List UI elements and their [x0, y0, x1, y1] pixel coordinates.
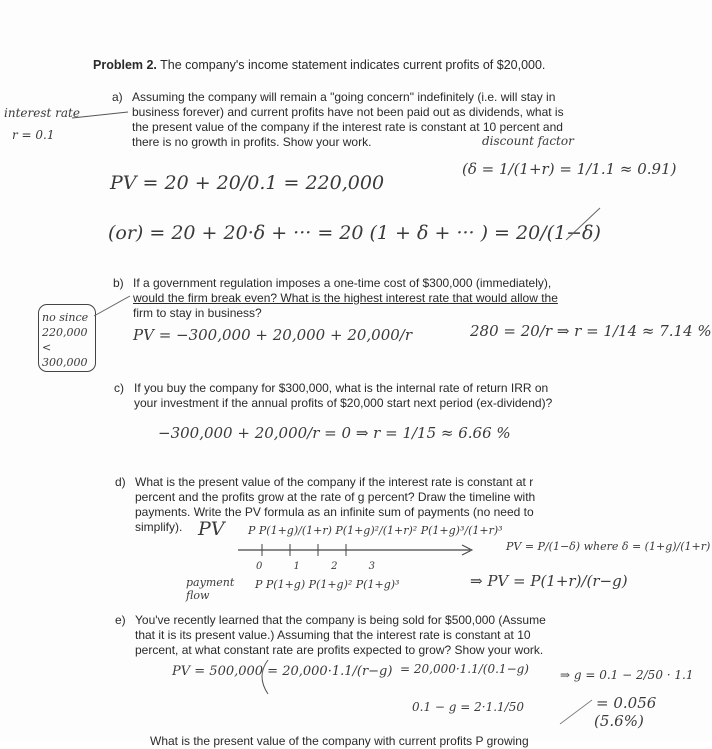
e-g-work: ⇒ g = 0.1 − 2/50 · 1.1 — [560, 668, 694, 682]
margin-arrow-b — [94, 296, 130, 316]
d-pv-label: PV — [198, 518, 225, 540]
question-a-line: there is no growth in profits. Show your work. — [132, 135, 372, 149]
d-time-ticks: 0 1 2 3 — [256, 561, 389, 572]
e-step-work: 0.1 − g = 2·1.1/50 — [412, 700, 524, 714]
pv-a-work: PV = 20 + 20/0.1 = 220,000 — [110, 172, 385, 194]
d-pv-result: ⇒ PV = P(1+r)/(r−g) — [470, 572, 628, 590]
question-c-line: If you buy the company for $300,000, what is the internal rate of return IRR on — [134, 381, 549, 395]
question-b-line: If a government regulation imposes a one-time cost of $300,000 (immediately), — [133, 276, 552, 290]
question-a-line: business forever) and current profits have not been paid out as dividends, what is — [132, 105, 564, 119]
d-pv-formula: PV = P/(1−δ) where δ = (1+g)/(1+r) — [506, 540, 711, 553]
pv-b-work: PV = −300,000 + 20,000 + 20,000/r — [133, 326, 413, 344]
question-d-label: d) — [115, 475, 126, 489]
margin-note-b: no since 220,000 < 300,000 — [42, 311, 89, 369]
question-d-line: percent and the profits grow at the rate of g percent? Draw the timeline with — [135, 490, 536, 504]
question-b-line: firm to stay in business? — [133, 306, 262, 320]
d-payment-flow: P P(1+g) P(1+g)² P(1+g)³ — [255, 578, 400, 591]
question-d-line: What is the present value of the company if the interest rate is constant at r — [135, 475, 534, 489]
e-value: = 0.056 — [596, 694, 657, 712]
question-e-line: You've recently learned that the company is being sold for $500,000 (Assume — [135, 613, 546, 627]
footer-cut-text: What is the present value of the company with current profits P growing — [150, 734, 529, 748]
question-b-label: b) — [113, 276, 124, 290]
question-e-label: e) — [115, 613, 126, 627]
question-c-line: your investment if the annual profits of $20,000 start next period (ex-dividend)? — [134, 396, 553, 410]
e-slash — [560, 700, 592, 724]
d-payment-flow-label: payment flow — [186, 576, 235, 602]
e-pv-work: PV = 500,000 = 20,000·1.1/(r−g) — [172, 664, 393, 679]
question-e-line: percent, at what constant rate are profits expected to grow? Show your work. — [135, 643, 544, 657]
problem-intro: The company's income statement indicates current profits of $20,000. — [160, 58, 546, 72]
e-mid-work: = 20,000·1.1/(0.1−g) — [400, 662, 529, 676]
delta-definition: (δ = 1/(1+r) = 1/1.1 ≈ 0.91) — [462, 160, 677, 178]
margin-note-r: r = 0.1 — [12, 128, 55, 142]
e-bracket — [262, 660, 268, 694]
question-a-line: the present value of the company if the interest rate is constant at 10 percent and — [132, 120, 563, 134]
discount-factor-note: discount factor — [482, 134, 574, 148]
question-d-line: simplify). — [135, 520, 183, 534]
question-c-label: c) — [114, 381, 124, 395]
question-a-line: Assuming the company will remain a "going concern" indefinitely (i.e. will stay in — [132, 90, 556, 104]
d-discounted-payments: P P(1+g)/(1+r) P(1+g)²/(1+r)² P(1+g)³/(1+r)³ — [248, 524, 503, 537]
b-solve-work: 280 = 20/r ⇒ r = 1/14 ≈ 7.14 % — [470, 322, 712, 340]
question-d-line: payments. Write the PV formula as an infinite sum of payments (no need to — [135, 505, 534, 519]
or-a-work: (or) = 20 + 20·δ + ··· = 20 (1 + δ + ··· ) = 20/(1−δ) — [108, 222, 601, 244]
question-a-label: a) — [112, 90, 123, 104]
check-mark-a — [566, 208, 600, 240]
problem-label: Problem 2. — [93, 58, 157, 72]
margin-note-interest-rate: interest rate — [4, 106, 80, 120]
question-b-line: would the firm break even? What is the highest interest rate that would allow the — [133, 291, 558, 305]
c-work: −300,000 + 20,000/r = 0 ⇒ r = 1/15 ≈ 6.66 % — [158, 424, 511, 442]
e-percent: (5.6%) — [594, 712, 644, 730]
question-e-line: that it is its present value.) Assuming that the interest rate is constant at 10 — [135, 628, 531, 642]
margin-arrow-a — [72, 112, 128, 118]
